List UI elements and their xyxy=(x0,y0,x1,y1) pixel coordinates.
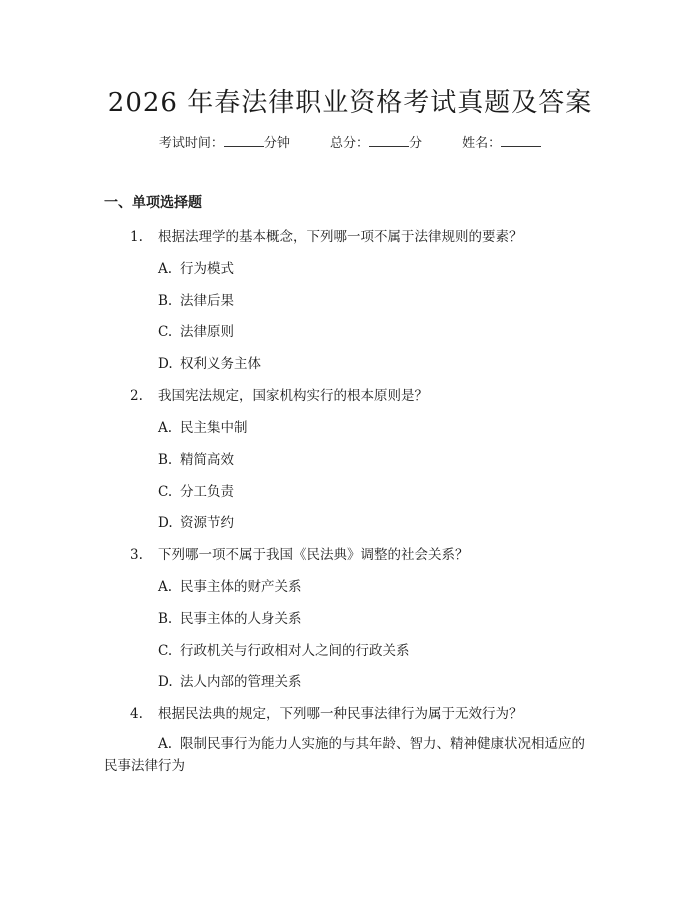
option-3c xyxy=(158,639,410,659)
question-text: 根据法理学的基本概念，下列哪一项不属于法律规则的要素？ xyxy=(158,229,523,245)
option-letter: B. xyxy=(158,293,173,309)
option-text: 资源节约 xyxy=(180,515,234,531)
option-1a xyxy=(158,257,234,277)
option-text: 民事主体的财产关系 xyxy=(180,579,302,595)
score-label: 总分： xyxy=(329,136,369,151)
score-unit: 分 xyxy=(409,136,423,151)
time-unit: 分钟 xyxy=(263,136,290,151)
question-number: 3. xyxy=(130,547,143,563)
option-text: 精简高效 xyxy=(180,452,234,468)
option-text: 民主集中制 xyxy=(180,420,248,436)
page-title: 2026 年春法律职业资格考试真题及答案 xyxy=(107,88,593,118)
option-text: 权利义务主体 xyxy=(180,356,261,372)
name-field xyxy=(462,136,541,151)
time-label: 考试时间： xyxy=(158,136,224,151)
option-text: 行为模式 xyxy=(180,261,234,277)
option-text-line1: 限制民事行为能力人实施的与其年龄、智力、精神健康状况相适应的 xyxy=(180,736,585,752)
option-letter: D. xyxy=(158,356,173,372)
question-number: 2. xyxy=(130,388,143,404)
option-2c xyxy=(158,480,234,500)
question-4 xyxy=(130,702,523,722)
option-3b xyxy=(158,607,302,627)
question-text: 我国宪法规定，国家机构实行的根本原则是？ xyxy=(158,388,428,404)
time-field xyxy=(159,136,290,151)
section-title: 一、单项选择题 xyxy=(104,195,202,211)
question-text: 根据民法典的规定，下列哪一种民事法律行为属于无效行为？ xyxy=(158,706,523,722)
exam-meta xyxy=(0,132,700,151)
option-2d xyxy=(158,511,234,531)
option-2b xyxy=(158,448,234,468)
option-letter: C. xyxy=(158,324,173,340)
option-letter: A. xyxy=(158,579,173,595)
option-1b xyxy=(158,289,234,309)
option-letter: A. xyxy=(158,420,173,436)
option-text: 法律原则 xyxy=(180,324,234,340)
option-1c xyxy=(158,320,234,340)
option-text: 民事主体的人身关系 xyxy=(180,611,302,627)
option-letter: A. xyxy=(158,736,173,752)
question-text: 下列哪一项不属于我国《民法典》调整的社会关系？ xyxy=(158,547,469,563)
option-letter: D. xyxy=(158,674,173,690)
time-blank xyxy=(224,134,264,147)
option-letter: D. xyxy=(158,515,173,531)
name-blank xyxy=(501,134,541,147)
option-letter: B. xyxy=(158,452,173,468)
option-text: 分工负责 xyxy=(180,484,234,500)
option-text: 法人内部的管理关系 xyxy=(180,674,302,690)
name-label: 姓名： xyxy=(462,136,502,151)
question-number: 4. xyxy=(130,706,143,722)
option-letter: C. xyxy=(158,643,173,659)
option-1d xyxy=(158,352,261,372)
option-3d xyxy=(158,670,302,690)
option-letter: C. xyxy=(158,484,173,500)
option-text: 行政机关与行政相对人之间的行政关系 xyxy=(180,643,410,659)
score-blank xyxy=(369,134,409,147)
option-letter: B. xyxy=(158,611,173,627)
option-text: 法律后果 xyxy=(180,293,234,309)
score-field xyxy=(330,136,422,151)
question-2 xyxy=(130,384,428,404)
question-number: 1. xyxy=(130,229,143,245)
question-3 xyxy=(130,543,469,563)
question-1 xyxy=(130,225,523,245)
option-letter: A. xyxy=(158,261,173,277)
option-3a xyxy=(158,575,302,595)
option-2a xyxy=(158,416,248,436)
option-4a xyxy=(104,733,604,777)
option-text-line2: 民事法律行为 xyxy=(104,758,185,774)
